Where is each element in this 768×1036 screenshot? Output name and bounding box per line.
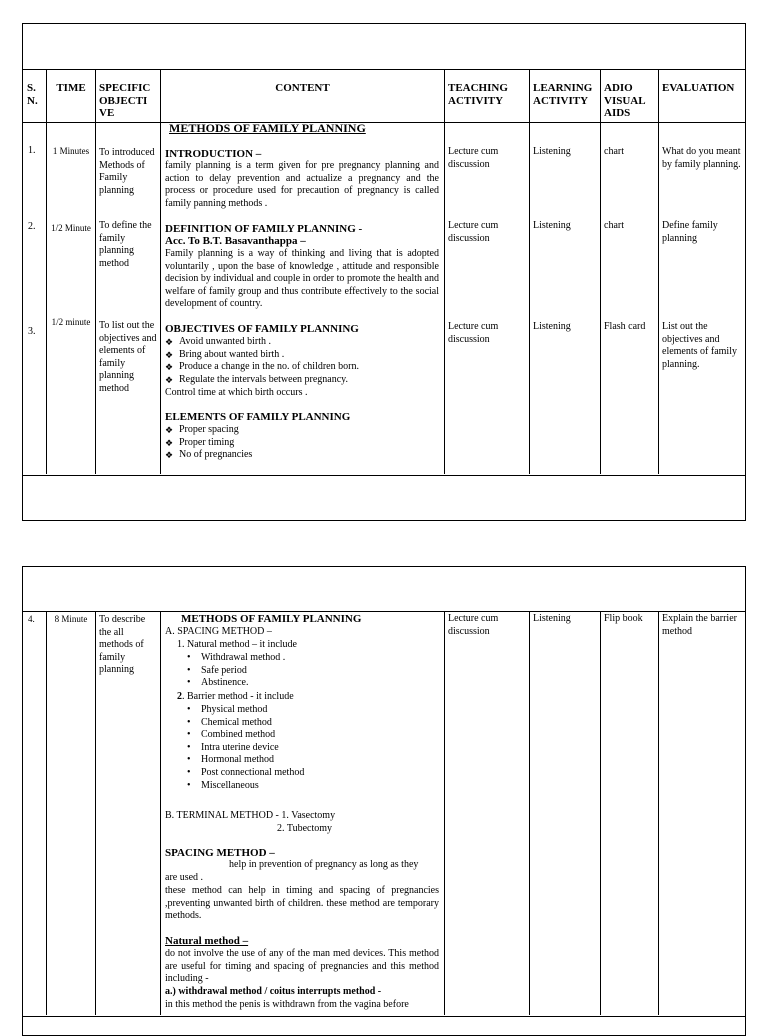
row-divider [23, 475, 745, 476]
bullet-icon: • [187, 741, 191, 753]
bullet-icon: • [187, 704, 191, 715]
row4-sn: 4. [28, 614, 35, 624]
row4-objective: To describe the all methods of family planning [99, 614, 146, 676]
row1-learning: Listening [533, 146, 571, 157]
bullet-icon: • [187, 652, 191, 663]
row1-objective: To introduced Methods of Family planning [99, 147, 155, 196]
star-bullet-icon: ❖ [165, 437, 174, 448]
row4-title: METHODS OF FAMILY PLANNING [181, 613, 362, 625]
header-learning: LEARNING ACTIVITY [533, 82, 593, 107]
row3-learning: Listening [533, 321, 571, 332]
list-item: • Physical method [187, 704, 268, 715]
header-objective: SPECIFIC OBJECTI VE [99, 82, 151, 119]
bullet-icon: • [187, 779, 191, 791]
star-bullet-icon: ❖ [165, 450, 174, 461]
col-divider [46, 69, 47, 474]
spacing2-rest: are used . [165, 872, 204, 883]
spacing2-indent: help in prevention of pregnancy as long as they [229, 859, 419, 870]
natural-intro: 1. Natural method – it include [177, 639, 297, 650]
row2-heading: DEFINITION OF FAMILY PLANNING - [165, 223, 363, 235]
row2-time: 1/2 Minute [51, 223, 91, 233]
list-item: ❖ Regulate the intervals between pregnancy. [165, 373, 349, 385]
bullet-icon: • [187, 766, 191, 778]
spacing-heading: A. SPACING METHOD – [165, 626, 272, 637]
row3-objective: To list out the objectives and elements of family planning method [99, 320, 157, 394]
header-aids: ADIO VISUAL AIDS [604, 82, 645, 119]
row4-teaching: Lecture cum discussion [448, 613, 499, 637]
col-divider [95, 69, 96, 474]
barrier-number: 2 [177, 691, 182, 702]
row2-learning: Listening [533, 220, 571, 231]
bullet-icon: • [187, 754, 191, 766]
list-item: ❖ Bring about wanted birth . [165, 348, 285, 360]
spacing2-para: these method can help in timing and spacing of pregnancies ,preventing unwanted birth of children. these method are temporary methods. [165, 885, 439, 922]
list-item: • Combined method [187, 729, 276, 741]
objectives-tail: Control time at which birth occurs . [165, 387, 308, 398]
terminal-method-line2: 2. Tubectomy [277, 823, 333, 834]
row1-aids: chart [604, 146, 624, 157]
row2-sn: 2. [28, 221, 36, 232]
diamond-bullet-icon: ❖ [165, 374, 174, 385]
list-item: • Intra uterine device [187, 741, 279, 753]
list-item: • Post connectional method [187, 766, 305, 778]
col-divider [600, 69, 601, 474]
list-item: • Miscellaneous [187, 779, 259, 791]
row-divider [23, 611, 745, 612]
withdrawal-heading: a.) withdrawal method / coitus interrupts method - [165, 986, 382, 997]
spacing2-heading: SPACING METHOD – [165, 847, 275, 859]
row2-subheading: Acc. To B.T. Basavanthappa – [165, 235, 306, 247]
list-item: • Hormonal method [187, 754, 275, 766]
col-divider [160, 69, 161, 474]
star-bullet-icon: ❖ [165, 425, 174, 435]
row2-objective: To define the family planning method [99, 220, 152, 269]
row-divider [23, 69, 745, 70]
col-divider [95, 611, 96, 1015]
row3-sn: 3. [28, 326, 36, 337]
row1-text: family planning is a term given for pre pregnancy planning and action to delay prevention and actualize a pregnancy and the process or procedure used for precaution of pregnancy is called family panning methods . [165, 160, 439, 209]
natural-methods-list [165, 652, 440, 690]
col-divider [46, 611, 47, 1015]
content-title: METHODS OF FAMILY PLANNING [169, 121, 366, 135]
header-evaluation: EVALUATION [662, 82, 735, 94]
header-teaching: TEACHING ACTIVITY [448, 82, 508, 107]
row2-teaching: Lecture cum discussion [448, 220, 499, 244]
list-item: ❖ No of pregnancies [165, 449, 253, 461]
row1-teaching: Lecture cum discussion [448, 146, 499, 170]
col-divider [444, 69, 445, 474]
row4-learning: Listening [533, 613, 571, 624]
row3-time: 1/2 minute [51, 317, 91, 327]
elements-list [165, 424, 440, 462]
row3-heading: OBJECTIVES OF FAMILY PLANNING [165, 323, 359, 335]
list-item: • Abstinence. [187, 677, 249, 689]
barrier-intro-text: . Barrier method - it include [182, 691, 294, 702]
row3-heading2: ELEMENTS OF FAMILY PLANNING [165, 411, 351, 423]
barrier-methods-list [165, 704, 440, 792]
row2-text: Family planning is a way of thinking and living that is adopted voluntarily , upon the base of knowledge , attitude and responsible decision by individual and couple in order to promote the health and welfare of family group and thus contribute effectively to the social development of country. [165, 248, 439, 310]
list-item: ❖ Proper timing [165, 436, 235, 448]
col-divider [600, 611, 601, 1015]
row1-heading: INTRODUCTION – [165, 148, 262, 160]
row2-evaluation: Define family planning [662, 220, 718, 244]
list-item: ❖ Avoid unwanted birth . [165, 336, 272, 347]
row3-teaching: Lecture cum discussion [448, 321, 499, 345]
row4-evaluation: Explain the barrier method [662, 613, 737, 637]
withdrawal-text: in this method the penis is withdrawn from the vagina before [165, 999, 409, 1010]
barrier-intro [177, 691, 437, 704]
header-sn: S. N. [27, 82, 38, 107]
list-item: • Chemical method [187, 716, 272, 728]
col-divider [658, 611, 659, 1015]
list-item: • Withdrawal method . [187, 652, 286, 663]
row3-aids: Flash card [604, 321, 646, 332]
row4-time: 8 Minute [54, 614, 88, 624]
list-item: ❖ Proper spacing [165, 424, 239, 435]
natural-heading: Natural method – [165, 935, 249, 947]
diamond-bullet-icon: ❖ [165, 362, 174, 373]
header-content: CONTENT [275, 82, 330, 94]
col-divider [160, 611, 161, 1015]
row4-aids: Flip book [604, 613, 643, 624]
col-divider [529, 611, 530, 1015]
terminal-method-line: B. TERMINAL METHOD - 1. Vasectomy [165, 810, 336, 821]
diamond-bullet-icon: ❖ [165, 349, 174, 360]
bullet-icon: • [187, 729, 191, 741]
list-item: ❖ Produce a change in the no. of children born. [165, 361, 359, 373]
bullet-icon: • [187, 716, 191, 728]
header-time: TIME [56, 82, 86, 94]
natural-para: do not involve the use of any of the man med devices. This method are useful for timing and spacing of pregnancies and this method including - [165, 948, 439, 985]
list-item: • Safe period [187, 664, 247, 676]
lesson-plan-table-2 [22, 566, 746, 1036]
col-divider [529, 69, 530, 474]
row1-sn: 1. [28, 145, 36, 156]
row1-evaluation: What do you meant by family planning. [662, 146, 741, 170]
row3-evaluation: List out the objectives and elements of family planning. [662, 321, 737, 370]
row2-aids: chart [604, 220, 624, 231]
bullet-icon: • [187, 677, 191, 689]
col-divider [658, 69, 659, 474]
objectives-list [165, 336, 440, 386]
diamond-bullet-icon: ❖ [165, 337, 174, 347]
row-divider [23, 1016, 745, 1017]
lesson-plan-table-1 [22, 23, 746, 521]
col-divider [444, 611, 445, 1015]
row1-time: 1 Minutes [52, 146, 90, 156]
bullet-icon: • [187, 664, 191, 676]
